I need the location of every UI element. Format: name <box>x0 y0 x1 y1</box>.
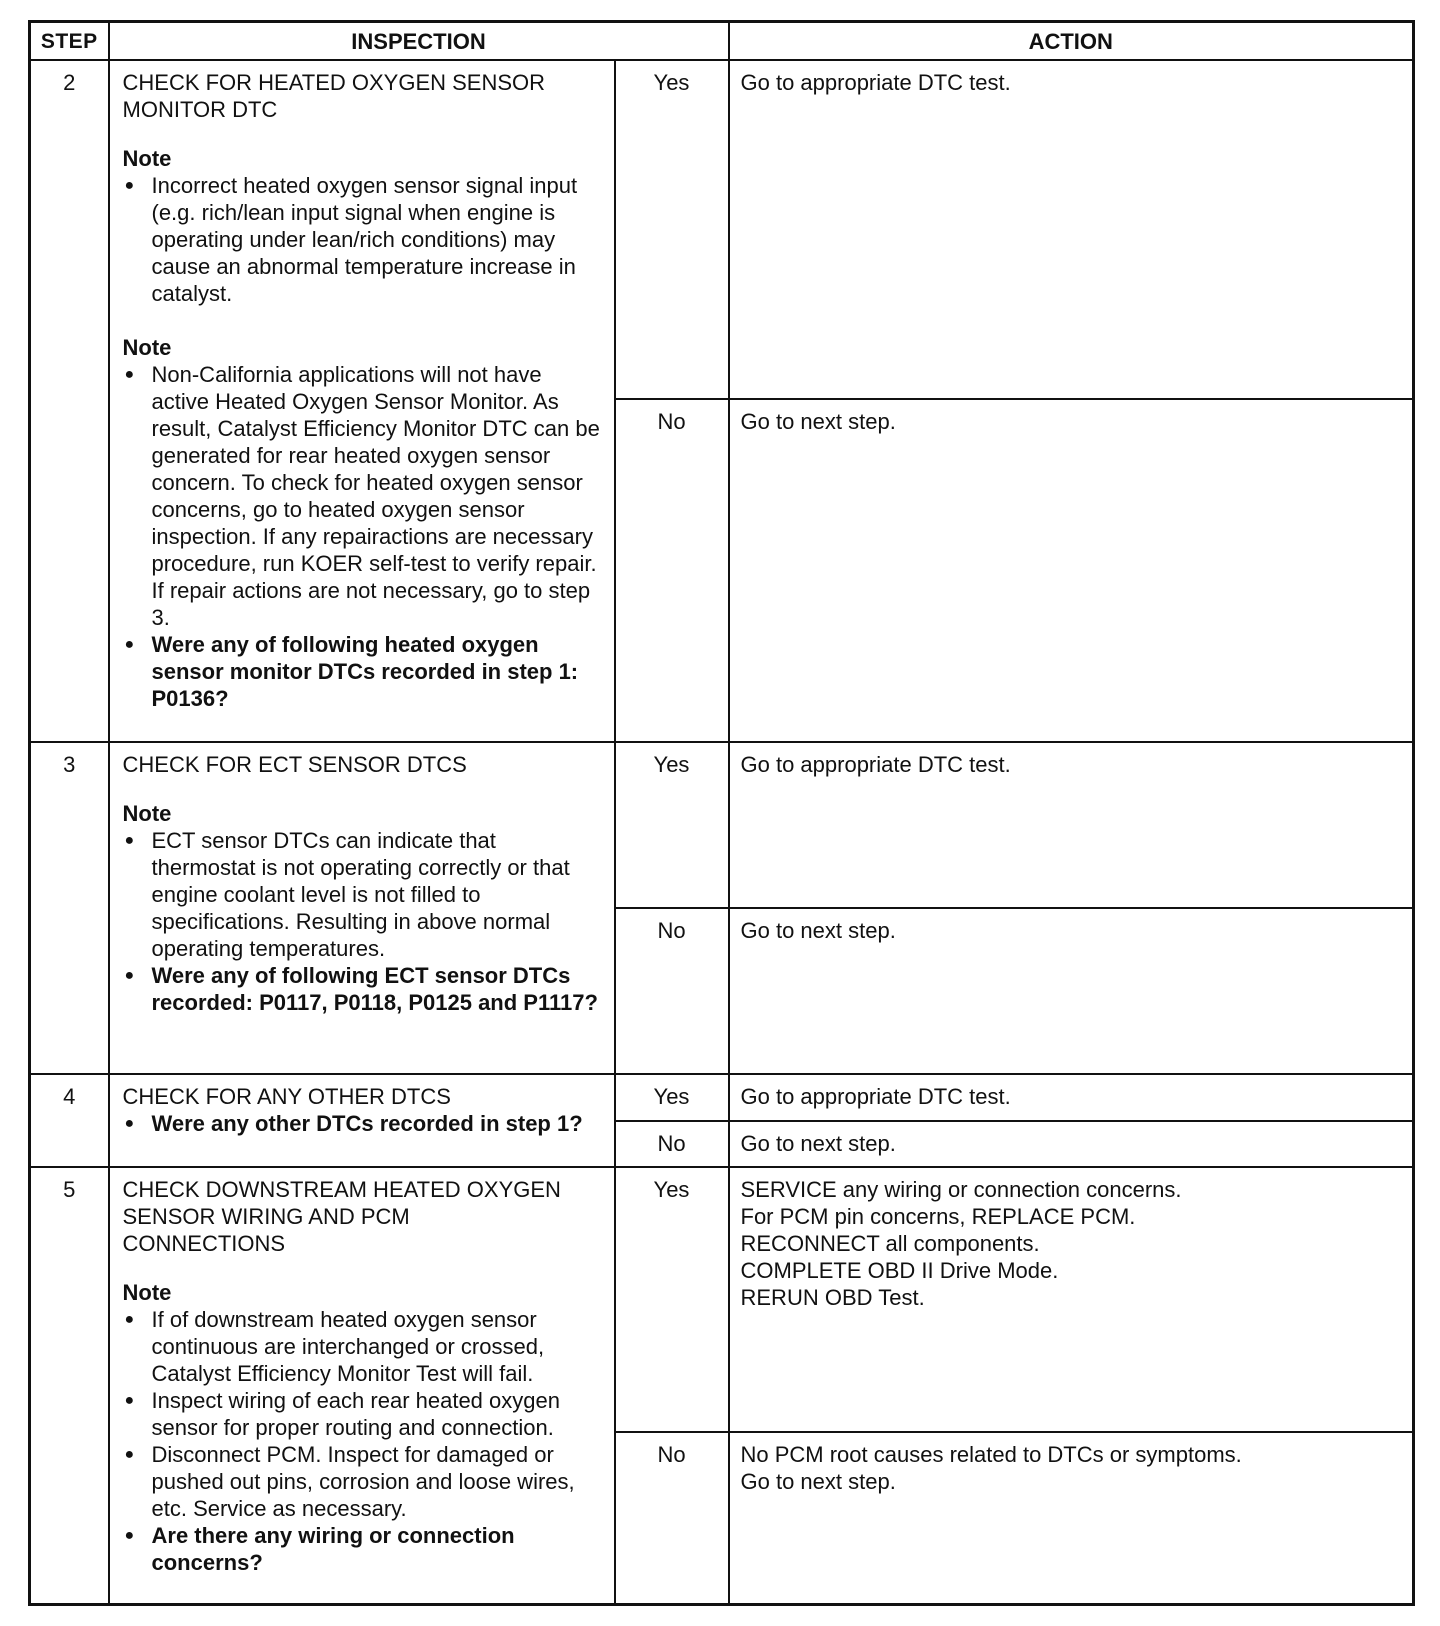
action-line: Go to next step. <box>740 1469 896 1495</box>
no-action: Go to next step. <box>729 1121 1414 1168</box>
diagnostic-table <box>28 20 1415 1606</box>
yes-action: Go to appropriate DTC test. <box>729 742 1414 908</box>
inspection-cell <box>109 742 615 1074</box>
header-row <box>30 22 1414 61</box>
note-heading: Note <box>122 335 172 360</box>
table-row <box>30 60 1414 399</box>
header-step: STEP <box>30 22 109 61</box>
note-heading: Note <box>122 1280 172 1306</box>
no-label: No <box>615 908 729 1074</box>
action-line: RECONNECT all components. <box>740 1231 1040 1257</box>
note-text: ● Incorrect heated oxygen sensor signal input (e.g. rich/lean input signal when engine is operating under lean/rich conditions) may cause an abnormal temperature increase in catalyst. <box>123 172 602 307</box>
step-title: CHECK FOR ANY OTHER DTCS <box>122 1084 451 1110</box>
header-action: ACTION <box>729 22 1414 61</box>
step-number: 5 <box>30 1167 109 1604</box>
procedure-item: ● Disconnect PCM. Inspect for damaged or pushed out pins, corrosion and loose wires, etc. Service as necessary. <box>123 1441 602 1522</box>
yes-label: Yes <box>615 60 729 399</box>
no-label: No <box>615 1121 729 1168</box>
yes-action: Go to appropriate DTC test. <box>729 60 1414 399</box>
question-list <box>123 962 602 1016</box>
table-row <box>30 1074 1414 1121</box>
question-list <box>123 631 602 712</box>
procedure-item: ● Inspect wiring of each rear heated oxygen sensor for proper routing and connection. <box>123 1387 602 1441</box>
inspection-question: ● Were any other DTCs recorded in step 1? <box>123 1110 602 1137</box>
step-number: 2 <box>30 60 109 742</box>
note-heading: Note <box>122 800 172 826</box>
yes-action <box>729 1167 1414 1432</box>
yes-label: Yes <box>615 742 729 908</box>
inspection-question: ● Were any of following ECT sensor DTCs recorded: P0117, P0118, P0125 and P1117? <box>123 962 602 1016</box>
note-list <box>123 172 602 307</box>
note-text: ● Non-California applications will not have active Heated Oxygen Sensor Monitor. As result, Catalyst Efficiency Monitor DTC can be generated for rear heated oxygen sensor concern. To check for heated oxygen sensor concerns, go to heated oxygen sensor inspection. If any repairactions are necessary procedure, run KOER self-test to verify repair. If repair actions are not necessary, go to step 3. <box>123 361 602 631</box>
action-line: SERVICE any wiring or connection concerns. <box>740 1177 1182 1203</box>
table-row <box>30 1167 1414 1432</box>
action-line: RERUN OBD Test. <box>740 1285 925 1311</box>
inspection-cell <box>109 60 615 742</box>
table-row <box>30 742 1414 908</box>
no-action: Go to next step. <box>729 399 1414 742</box>
action-line: For PCM pin concerns, REPLACE PCM. <box>740 1204 1136 1230</box>
note-list <box>123 361 602 631</box>
procedure-list <box>123 1387 602 1576</box>
yes-action: Go to appropriate DTC test. <box>729 1074 1414 1121</box>
no-label: No <box>615 399 729 742</box>
no-label: No <box>615 1432 729 1604</box>
question-list <box>123 1110 602 1137</box>
inspection-cell <box>109 1074 615 1167</box>
no-action: Go to next step. <box>729 908 1414 1074</box>
yes-label: Yes <box>615 1074 729 1121</box>
header-inspection: INSPECTION <box>109 22 729 61</box>
step-number: 4 <box>30 1074 109 1167</box>
step-title: CHECK DOWNSTREAM HEATED OXYGEN SENSOR WIRING AND PCM CONNECTIONS <box>122 1177 561 1257</box>
note-text: ● If of downstream heated oxygen sensor continuous are interchanged or crossed, Catalyst Efficiency Monitor Test will fail. <box>123 1306 602 1387</box>
note-text: ● ECT sensor DTCs can indicate that thermostat is not operating correctly or that engine coolant level is not filled to specifications. Resulting in above normal operating temperatures. <box>123 827 602 962</box>
action-line: COMPLETE OBD II Drive Mode. <box>740 1258 1059 1284</box>
inspection-question: ● Are there any wiring or connection concerns? <box>123 1522 602 1576</box>
no-action <box>729 1432 1414 1604</box>
yes-label: Yes <box>615 1167 729 1432</box>
note-list <box>123 1306 602 1387</box>
step-number: 3 <box>30 742 109 1074</box>
inspection-question: ● Were any of following heated oxygen sensor monitor DTCs recorded in step 1: P0136? <box>123 631 602 712</box>
step-title: CHECK FOR ECT SENSOR DTCS <box>122 751 467 777</box>
inspection-cell <box>109 1167 615 1604</box>
note-heading: Note <box>122 146 172 171</box>
note-list <box>123 827 602 962</box>
step-title: CHECK FOR HEATED OXYGEN SENSOR MONITOR DTC <box>122 70 546 122</box>
action-line: No PCM root causes related to DTCs or symptoms. <box>740 1442 1242 1468</box>
